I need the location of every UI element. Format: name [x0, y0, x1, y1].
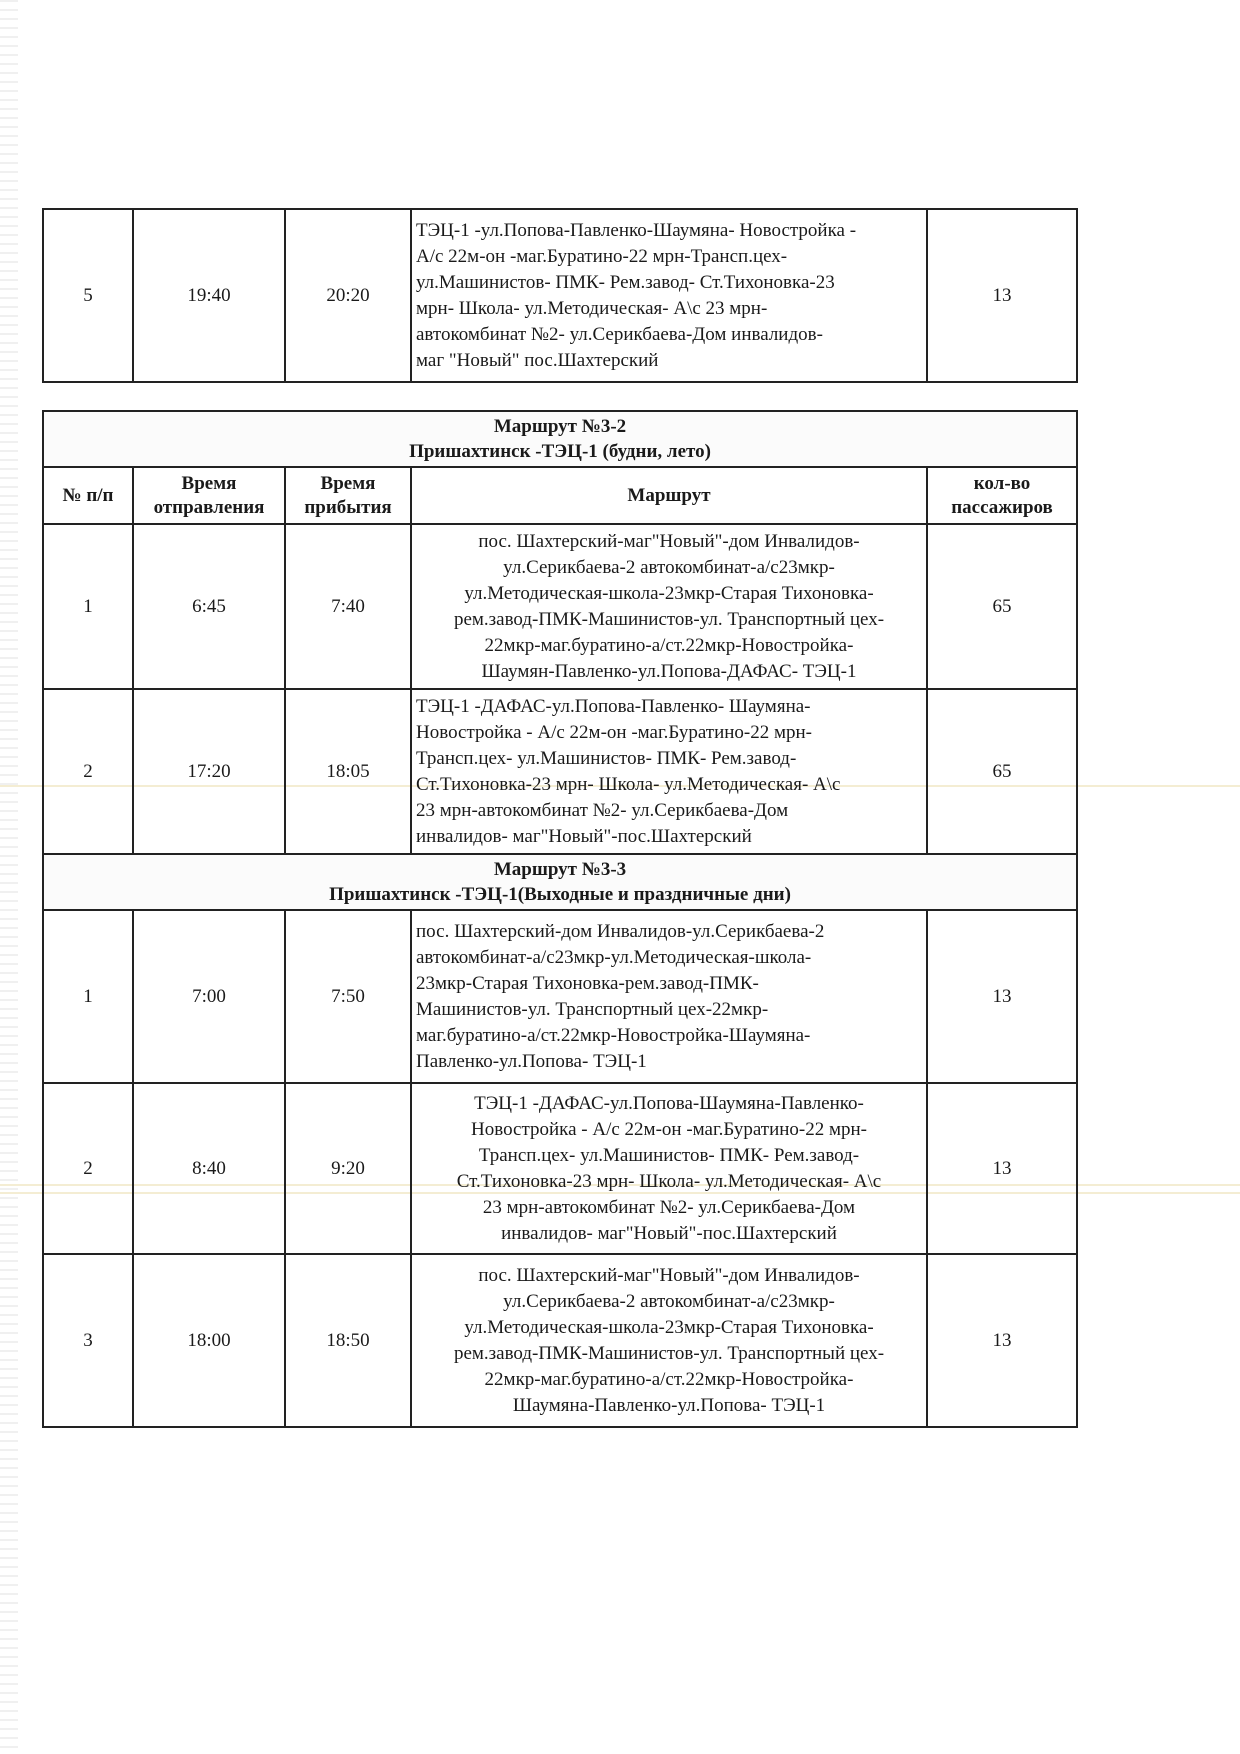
schedule-table-continued	[42, 208, 1078, 383]
passenger-count: 13	[927, 1083, 1077, 1254]
table-row	[43, 1083, 1077, 1254]
header-arrival: Время прибытия	[285, 467, 411, 524]
departure-time: 18:00	[133, 1254, 285, 1427]
passenger-count: 65	[927, 689, 1077, 854]
arrival-time: 18:05	[285, 689, 411, 854]
arrival-time: 18:50	[285, 1254, 411, 1427]
row-number: 2	[43, 1083, 133, 1254]
passenger-count: 65	[927, 524, 1077, 689]
row-number: 5	[43, 209, 133, 382]
table-row	[43, 1254, 1077, 1427]
section-header-route-3-2	[43, 411, 1077, 467]
arrival-time: 20:20	[285, 209, 411, 382]
row-number: 1	[43, 910, 133, 1083]
header-number: № п/п	[43, 467, 133, 524]
departure-time: 8:40	[133, 1083, 285, 1254]
route-subtitle: Пришахтинск -ТЭЦ-1(Выходные и праздничные дни)	[329, 884, 791, 905]
table-row	[43, 910, 1077, 1083]
route-title: Маршрут №3-3	[493, 859, 627, 880]
route-description: пос. Шахтерский-дом Инвалидов-ул.Серикбаева-2 автокомбинат-а/с23мкр-ул.Методическая-школа- 23мкр-Старая Тихоновка-рем.завод-ПМК- Машинистов-ул. Транспортный цех-22мкр- маг.буратино-а/ст.22мкр-Новостройка-Шаумяна- Павленко-ул.Попова- ТЭЦ-1	[411, 910, 927, 1083]
table-row	[43, 524, 1077, 689]
route-description: ТЭЦ-1 -ДАФАС-ул.Попова-Павленко- Шаумяна- Новостройка - А/с 22м-он -маг.Буратино-22 мрн- Трансп.цех- ул.Машинистов- ПМК- Рем.завод- Ст.Тихоновка-23 мрн- Школа- ул.Методическая- А\с 23 мрн-автокомбинат №2- ул.Серикбаева-Дом инвалидов- маг"Новый"-пос.Шахтерский	[411, 689, 927, 854]
column-headers	[43, 467, 1077, 524]
route-description: ТЭЦ-1 -ул.Попова-Павленко-Шаумяна- Новостройка - А/с 22м-он -маг.Буратино-22 мрн-Трансп.цех- ул.Машинистов- ПМК- Рем.завод- Ст.Тихоновка-23 мрн- Школа- ул.Методическая- А\с 23 мрн- автокомбинат №2- ул.Серикбаева-Дом инвалидов- маг "Новый" пос.Шахтерский	[411, 209, 927, 382]
row-number: 3	[43, 1254, 133, 1427]
arrival-time: 7:50	[285, 910, 411, 1083]
departure-time: 19:40	[133, 209, 285, 382]
departure-time: 17:20	[133, 689, 285, 854]
passenger-count: 13	[927, 910, 1077, 1083]
row-number: 1	[43, 524, 133, 689]
departure-time: 6:45	[133, 524, 285, 689]
route-title: Маршрут №3-2	[493, 416, 627, 437]
table-row	[43, 209, 1077, 382]
route-description: пос. Шахтерский-маг"Новый"-дом Инвалидов- ул.Серикбаева-2 автокомбинат-а/с23мкр- ул.Методическая-школа-23мкр-Старая Тихоновка- рем.завод-ПМК-Машинистов-ул. Транспортный цех- 22мкр-маг.буратино-а/ст.22мкр-Новостройка- Шаумяна-Павленко-ул.Попова- ТЭЦ-1	[411, 1254, 927, 1427]
route-subtitle: Пришахтинск -ТЭЦ-1 (будни, лето)	[409, 441, 711, 462]
table-row	[43, 689, 1077, 854]
departure-time: 7:00	[133, 910, 285, 1083]
passenger-count: 13	[927, 1254, 1077, 1427]
section-header-route-3-3	[43, 854, 1077, 910]
arrival-time: 7:40	[285, 524, 411, 689]
route-description: ТЭЦ-1 -ДАФАС-ул.Попова-Шаумяна-Павленко- Новостройка - А/с 22м-он -маг.Буратино-22 мрн- Трансп.цех- ул.Машинистов- ПМК- Рем.завод- Ст.Тихоновка-23 мрн- Школа- ул.Методическая- А\с 23 мрн-автокомбинат №2- ул.Серикбаева-Дом инвалидов- маг"Новый"-пос.Шахтерский	[411, 1083, 927, 1254]
row-number: 2	[43, 689, 133, 854]
header-passenger-count: кол-во пассажиров	[927, 467, 1077, 524]
header-route: Маршрут	[411, 467, 927, 524]
header-departure: Время отправления	[133, 467, 285, 524]
route-description: пос. Шахтерский-маг"Новый"-дом Инвалидов- ул.Серикбаева-2 автокомбинат-а/с23мкр- ул.Методическая-школа-23мкр-Старая Тихоновка- рем.завод-ПМК-Машинистов-ул. Транспортный цех- 22мкр-маг.буратино-а/ст.22мкр-Новостройка- Шаумян-Павленко-ул.Попова-ДАФАС- ТЭЦ-1	[411, 524, 927, 689]
arrival-time: 9:20	[285, 1083, 411, 1254]
passenger-count: 13	[927, 209, 1077, 382]
schedule-table	[42, 410, 1078, 1428]
scan-edge-artifact	[0, 0, 18, 1754]
